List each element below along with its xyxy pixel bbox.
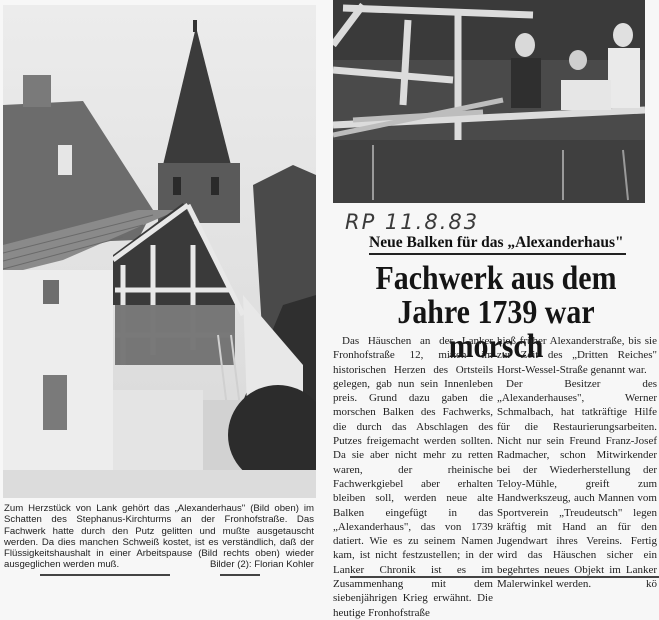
column-1-paragraph-1: Das Häuschen an der Lanker Fronhofstraße 12, mitten im historischen Herzen des Ortsteils gelegen, gab nun sein Innenleben preis. Grund dazu gaben die morschen Balken des Fachwerks, die durch das Abschlagen des Putzes freigemacht werden sollten. Da sie aber nicht mehr zu retten waren, der rheinische Fachwerkgiebel aber erhalten bleiben soll, werden neue alte Balken eingefügt in das „Alexanderhaus", das von 1739 datiert. Wie es zu seinem Namen kam, ist nicht festzustellen; in der Lanker Chronik ist es im Zusammenhang mit dem siebenjährigen Krieg erwähnt. Die heutige Fronhofstraße — [333, 335, 493, 619]
article-column-2 — [497, 334, 657, 591]
photo-workers-break — [333, 0, 645, 203]
column-2-paragraph-2-text: Der Besitzer des „Alexanderhauses", Werner Schmalbach, hat tatkräftige Hilfe für die Restaurierungsarbeiten. Nicht nur sein Freund Franz-Josef Radmacher, schon Mitwirkender bei der Wiederherstellung der Teloy-Mühle, greift zum Handwerkszeug, auch Mannen vom Sportverein „Treudeutsch" legen kräftig mit Hand an für den Jugendwart ihres Vereins. Fertig wird das Häuschen sicher ein begehrtes neues Objekt im Lanker Malerwinkel werden. — [497, 377, 657, 591]
photo-alexanderhaus-church — [3, 5, 316, 498]
headline-line-2: Jahre 1739 war morsch — [397, 294, 595, 365]
column-2-paragraph-1: hieß früher Alexanderstraße, bis sie zur Zeit des „Dritten Reiches" Horst-Wessel-Straße genannt war. — [497, 335, 657, 376]
bottom-rule-middle — [220, 574, 260, 576]
photo-caption — [4, 503, 314, 571]
photo-workers-image — [333, 0, 645, 203]
handwritten-source-date: RP 11.8.83 — [345, 210, 480, 234]
column-2-paragraph-2 — [497, 377, 657, 591]
headline-line-1: Fachwerk aus dem — [375, 260, 617, 297]
bottom-rule-right — [350, 576, 659, 578]
caption-text: Zum Herzstück von Lank gehört das „Alexanderhaus" (Bild oben) im Schatten des Stephanus-Kirchturms an der Fronhofstraße. Das Fachwerk hatte durch den Putz gelitten und mußte ausgetauscht werden. Da dies manchen Schweiß kostet, ist es verständlich, daß der Flüssigkeitshaushalt in einer Arbeitspause (Bild rechts oben) wieder ausgeglichen werden muß. — [4, 503, 314, 571]
photo-alexanderhaus-image — [3, 5, 316, 498]
bottom-rule-left — [40, 574, 170, 576]
photo-credit: Bilder (2): Florian Kohler — [210, 559, 314, 571]
article-kicker: Neue Balken für das „Alexanderhaus" — [369, 234, 626, 255]
author-signature: kö — [646, 578, 657, 591]
